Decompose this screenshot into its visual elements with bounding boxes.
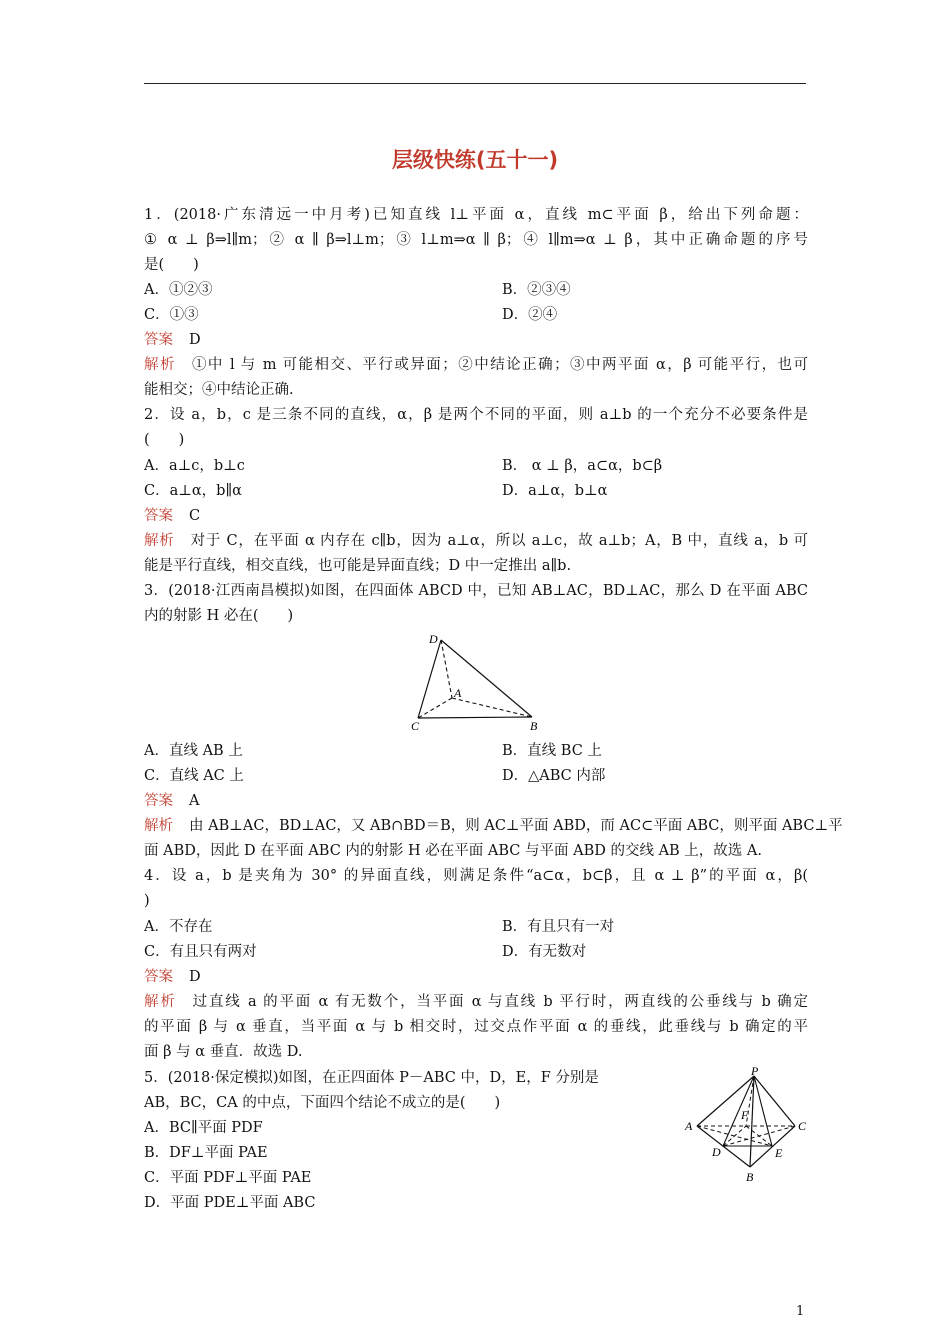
analysis-text: 过直线 a 的平面 α 有无数个，当平面 α 与直线 b 平行时，两直线的公垂线与 b 确定	[192, 994, 808, 1010]
answer-label: 答案	[144, 969, 173, 985]
q1-option-d: D．②④	[502, 307, 558, 323]
analysis-label: 解析	[144, 533, 175, 549]
page-title: 层级快练(五十一)	[391, 148, 559, 172]
q2-option-a: A．a⊥c，b⊥c	[144, 458, 245, 474]
answer-value: D	[189, 332, 201, 348]
vertex-label-P: P	[751, 1066, 759, 1078]
q3-stem-line1: 3．(2018·江西南昌模拟)如图，在四面体 ABCD 中，已知 AB⊥AC，BD⊥AC，那么 D 在平面 ABC	[144, 583, 808, 599]
q5-stem-line1: 5．(2018·保定模拟)如图，在正四面体 P－ABC 中，D，E，F 分别是	[144, 1070, 599, 1086]
vertex-label-A: A	[685, 1119, 693, 1133]
q3-analysis-line1	[144, 814, 843, 839]
q5-option-d: D．平面 PDE⊥平面 ABC	[144, 1195, 316, 1211]
q4-analysis-line1	[144, 990, 808, 1015]
answer-value: D	[189, 969, 201, 985]
q5-stem-line2: AB，BC，CA 的中点，下面四个结论不成立的是( )	[144, 1095, 501, 1111]
vertex-label-C: C	[411, 719, 420, 733]
q2-analysis-line2: 能是平行直线，相交直线，也可能是异面直线；D 中一定推出 a∥b.	[144, 558, 572, 574]
edge-DB	[441, 640, 532, 717]
q4-analysis-line2: 的平面 β 与 α 垂直，当平面 α 与 b 相交时，过交点作平面 α 的垂线，此垂线与 b 确定的平	[144, 1019, 808, 1035]
vertex-label-A: A	[454, 686, 462, 700]
q1-analysis-line1	[144, 353, 808, 378]
vertex-label-D: D	[712, 1145, 721, 1159]
q1-option-b: B．②③④	[502, 282, 571, 298]
q1-answer	[144, 328, 808, 353]
q2-answer	[144, 504, 808, 529]
vertex-label-B: B	[530, 719, 538, 733]
analysis-text: ①中 l 与 m 可能相交、平行或异面；②中结论正确；③中两平面 α，β 可能平行，也可	[191, 357, 809, 373]
q4-option-c: C．有且只有两对	[144, 944, 257, 960]
analysis-label: 解析	[144, 994, 177, 1010]
answer-label: 答案	[144, 793, 173, 809]
q2-option-c: C．a⊥α，b∥α	[144, 483, 242, 499]
answer-label: 答案	[144, 508, 173, 524]
q1-option-a: A．①②③	[144, 282, 213, 298]
q4-option-b: B．有且只有一对	[502, 919, 615, 935]
vertex-label-E: E	[775, 1146, 783, 1160]
q5-option-b: B．DF⊥平面 PAE	[144, 1145, 268, 1161]
q2-option-d: D．a⊥α，b⊥α	[502, 483, 608, 499]
q1-stem-line1: 1．(2018·广东清远一中月考)已知直线 l⊥平面 α，直线 m⊂平面 β，给出下列命题：	[144, 207, 808, 223]
q3-analysis-line2: 面 ABD，因此 D 在平面 ABC 内的射影 H 必在平面 ABC 与平面 ABD 的交线 AB 上，故选 A.	[144, 843, 762, 859]
q5-option-a: A．BC∥平面 PDF	[144, 1120, 263, 1136]
q4-option-a: A．不存在	[144, 919, 213, 935]
q3-option-a: A．直线 AB 上	[144, 743, 243, 759]
edge-DA	[441, 640, 452, 698]
q1-stem-line3: 是( )	[144, 257, 199, 273]
q3-option-b: B．直线 BC 上	[502, 743, 602, 759]
vertex-label-F: F	[741, 1108, 749, 1122]
q2-option-b: B． α ⊥ β，a⊂α，b⊂β	[502, 458, 663, 474]
vertex-label-B: B	[746, 1170, 754, 1184]
q2-analysis-line1	[144, 529, 808, 554]
q3-tetrahedron-figure	[405, 630, 550, 736]
q4-answer	[144, 965, 808, 990]
answer-value: A	[189, 793, 200, 809]
q3-answer	[144, 789, 808, 814]
vertex-label-D: D	[429, 632, 438, 646]
vertex-label-C: C	[798, 1119, 807, 1133]
q4-option-d: D．有无数对	[502, 944, 587, 960]
analysis-text: 由 AB⊥AC，BD⊥AC，又 AB∩BD＝B，则 AC⊥平面 ABD，而 AC⊂平面 ABC，则平面 ABC⊥平	[189, 818, 843, 834]
q3-option-c: C．直线 AC 上	[144, 768, 244, 784]
edge-PB	[750, 1076, 754, 1167]
edge-CB	[418, 717, 532, 718]
q2-stem-line2: ( )	[144, 432, 185, 448]
q1-option-c: C．①③	[144, 307, 199, 323]
q1-stem-line2: ① α ⊥ β⇒l∥m；② α ∥ β⇒l⊥m；③ l⊥m⇒α ∥ β；④ l∥m⇒α ⊥ β，其中正确命题的序号	[144, 232, 808, 248]
q5-option-c: C．平面 PDF⊥平面 PAE	[144, 1170, 312, 1186]
q2-stem-line1: 2．设 a，b，c 是三条不同的直线，α，β 是两个不同的平面，则 a⊥b 的一个充分不必要条件是	[144, 407, 808, 423]
q4-stem-line1: 4．设 a，b 是夹角为 30° 的异面直线，则满足条件“a⊂α，b⊂β，且 α ⊥ β”的平面 α，β(	[144, 868, 808, 884]
q1-analysis-line2: 能相交；④中结论正确.	[144, 382, 294, 398]
analysis-text: 对于 C，在平面 α 内存在 c∥b，因为 a⊥α，所以 a⊥c，故 a⊥b；A，B 中，直线 a，b 可	[190, 533, 808, 549]
page-number: 1	[796, 1304, 805, 1319]
analysis-label: 解析	[144, 357, 176, 373]
answer-value: C	[189, 508, 201, 524]
q3-stem-line2: 内的射影 H 必在( )	[144, 608, 294, 624]
q4-stem-line2: )	[144, 893, 150, 909]
q4-analysis-line3: 面 β 与 α 垂直．故选 D.	[144, 1044, 303, 1060]
q3-option-d: D．△ABC 内部	[502, 768, 606, 784]
answer-label: 答案	[144, 332, 173, 348]
q5-regular-tetrahedron-figure	[680, 1066, 815, 1184]
analysis-label: 解析	[144, 818, 173, 834]
edge-PD	[723, 1076, 754, 1146]
header-rule	[144, 83, 806, 84]
